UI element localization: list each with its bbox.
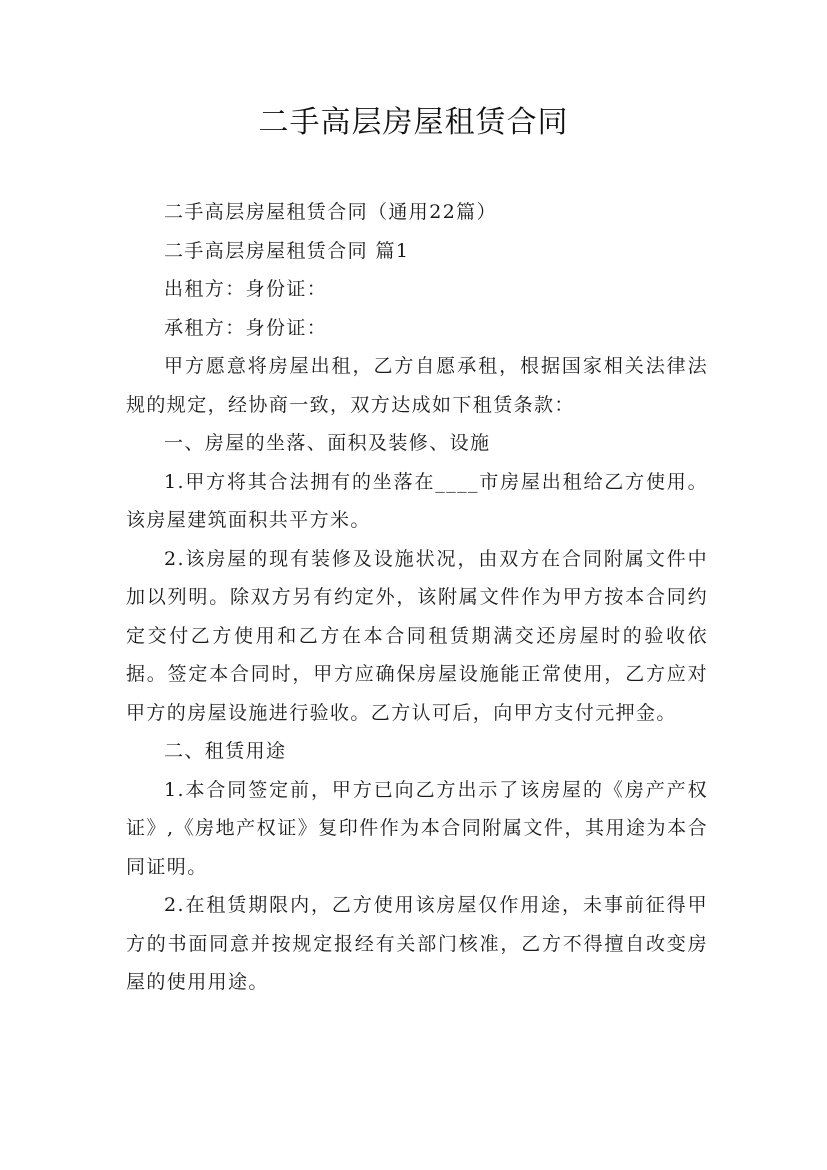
paragraph-preamble: 甲方愿意将房屋出租，乙方自愿承租，根据国家相关法律法规的规定，经协商一致，双方达成如下租赁条款：: [126, 355, 708, 416]
paragraph-lessor: 出租方：身份证：: [164, 278, 328, 300]
clause-1-2: 2.该房屋的现有装修及设施状况，由双方在合同附属文件中加以列明。除双方另有约定外，该附属文件作为甲方按本合同约定交付乙方使用和乙方在本合同租赁期满交还房屋时的验收依据。签定本合同时，甲方应确保房屋设施能正常使用，乙方应对甲方的房屋设施进行验收。乙方认可后，向甲方支付元押金。: [126, 547, 708, 724]
clause-2-1: 1.本合同签定前，甲方已向乙方出示了该房屋的《房产产权证》,《房地产权证》复印件作为本合同附属文件，其用途为本合同证明。: [126, 778, 708, 878]
paragraph-lessee: 承租方：身份证：: [164, 316, 328, 339]
section-heading-location: 一、房屋的坐落、面积及装修、设施: [164, 432, 491, 454]
document-title: 二手高层房屋租赁合同: [258, 105, 569, 140]
paragraph-part-heading: 二手高层房屋租赁合同 篇1: [164, 239, 410, 262]
document-body: [126, 193, 708, 1002]
clause-1-1: 1.甲方将其合法拥有的坐落在____市房屋出租给乙方使用。该房屋建筑面积共平方米。: [126, 470, 708, 531]
section-heading-purpose: 二、租赁用途: [164, 740, 287, 762]
paragraph-subtitle: 二手高层房屋租赁合同（通用22篇）: [164, 201, 497, 223]
clause-2-2: 2.在租赁期限内，乙方使用该房屋仅作用途，未事前征得甲方的书面同意并按规定报经有关部门核准，乙方不得擅自改变房屋的使用用途。: [126, 894, 708, 993]
